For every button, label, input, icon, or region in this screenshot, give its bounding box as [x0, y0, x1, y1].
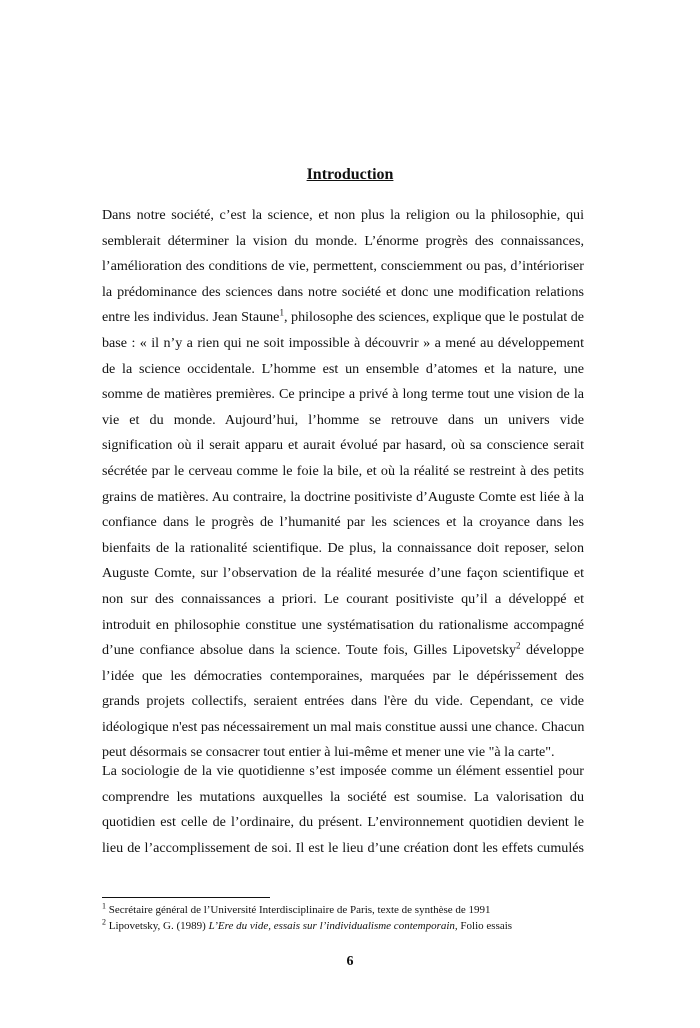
- footnote-ref-2[interactable]: 2: [516, 640, 521, 651]
- page-number: 6: [346, 954, 354, 969]
- text-line-with-footnote-ref: [102, 305, 584, 331]
- text-line: bienfaits de la rationalité scientifique. De plus, la connaissance doit reposer, selon: [102, 539, 584, 556]
- text-line: introduit en philosophie constitue une systématisation du rationalisme accompagné: [102, 616, 584, 633]
- text-line: peut désormais se consacrer tout entier à lui-même et mener une vie "à la carte".: [102, 744, 555, 761]
- text-line: lieu de l’accomplissement de soi. Il est le lieu d’une création dont les effets cumulés: [102, 839, 584, 856]
- paragraph-2: [102, 759, 584, 861]
- footnote-marker: 2: [102, 917, 106, 927]
- text-line: grains de matières. Au contraire, la doctrine positiviste d’Auguste Comte est liée à la: [102, 488, 584, 505]
- text-line: La sociologie de la vie quotidienne s’est imposée comme un élément essentiel pour: [102, 763, 584, 779]
- text-line: semblerait déterminer la vision du monde. L’énorme progrès des connaissances,: [102, 232, 584, 249]
- text-line: quotidien est celle de l’ordinaire, du présent. L’environnement quotidien devient le: [102, 814, 584, 831]
- text-line: sécrétée par le cerveau comme le foie la bile, et où la réalité se restreint à des petits: [102, 462, 584, 479]
- footnote-text: Lipovetsky, G. (1989): [106, 920, 209, 932]
- footnote-book-title: L’Ere du vide, essais sur l’individualisme contemporain,: [208, 920, 458, 932]
- text-line: Dans notre société, c’est la science, et non plus la religion ou la philosophie, qui: [102, 207, 584, 223]
- footnote-1: [102, 903, 584, 918]
- text-segment: développe: [520, 642, 584, 659]
- footnote-text: Secrétaire général de l’Université Interdisciplinaire de Paris, texte de synthèse de 1991: [106, 904, 491, 916]
- text-line: comprendre les mutations auxquelles la société est soumise. La valorisation du: [102, 788, 584, 805]
- footnote-ref-1[interactable]: 1: [279, 307, 284, 318]
- page-title: Introduction: [306, 166, 394, 183]
- text-line: somme de matières premières. Ce principe a privé à long terme tout une vision de la: [102, 386, 584, 403]
- text-line-with-footnote-ref: [102, 638, 584, 664]
- text-line: l’idée que les démocraties contemporaines, marquées par le dépérissement des: [102, 667, 584, 684]
- footnote-2: [102, 919, 584, 934]
- text-segment: , philosophe des sciences, explique que le postulat de: [283, 309, 584, 326]
- text-segment: d’une confiance absolue dans la science. Toute fois, Gilles Lipovetsky: [102, 642, 517, 659]
- text-line: non sur des connaissances a priori. Le courant positiviste qu’il a développé et: [102, 590, 584, 607]
- footnote-text: Folio essais: [457, 920, 513, 932]
- footnote-marker: 1: [102, 901, 106, 911]
- paragraph-1: [102, 203, 584, 766]
- text-line: base : « il n’y a rien qui ne soit impossible à découvrir » a mené au développement: [102, 334, 584, 351]
- text-segment: entre les individus. Jean Staune: [102, 309, 280, 326]
- footnote-divider: [102, 897, 270, 898]
- text-line: grands projets collectifs, seraient entrées dans l'ère du vide. Cependant, ce vide: [102, 693, 584, 710]
- text-line: l’amélioration des conditions de vie, permettent, consciemment ou pas, d’intérioriser: [102, 258, 584, 275]
- text-line: la prédominance des sciences dans notre société et donc une modification relations: [102, 283, 584, 300]
- text-line: Auguste Comte, sur l’observation de la réalité mesurée d’une façon scientifique et: [102, 565, 584, 582]
- text-line: confiance dans le progrès de l’humanité par les sciences et la croyance dans les: [102, 514, 584, 531]
- text-line: signification où il serait apparu et aurait évolué par hasard, où sa conscience serait: [102, 437, 584, 454]
- text-line: de la science occidentale. L’homme est un ensemble d’atomes et la nature, une: [102, 360, 584, 377]
- text-line: vie et du monde. Aujourd’hui, l’homme se retrouve dans un univers vide: [102, 411, 584, 428]
- text-line: idéologique n'est pas nécessairement un mal mais constitue aussi une chance. Chacun: [102, 718, 585, 735]
